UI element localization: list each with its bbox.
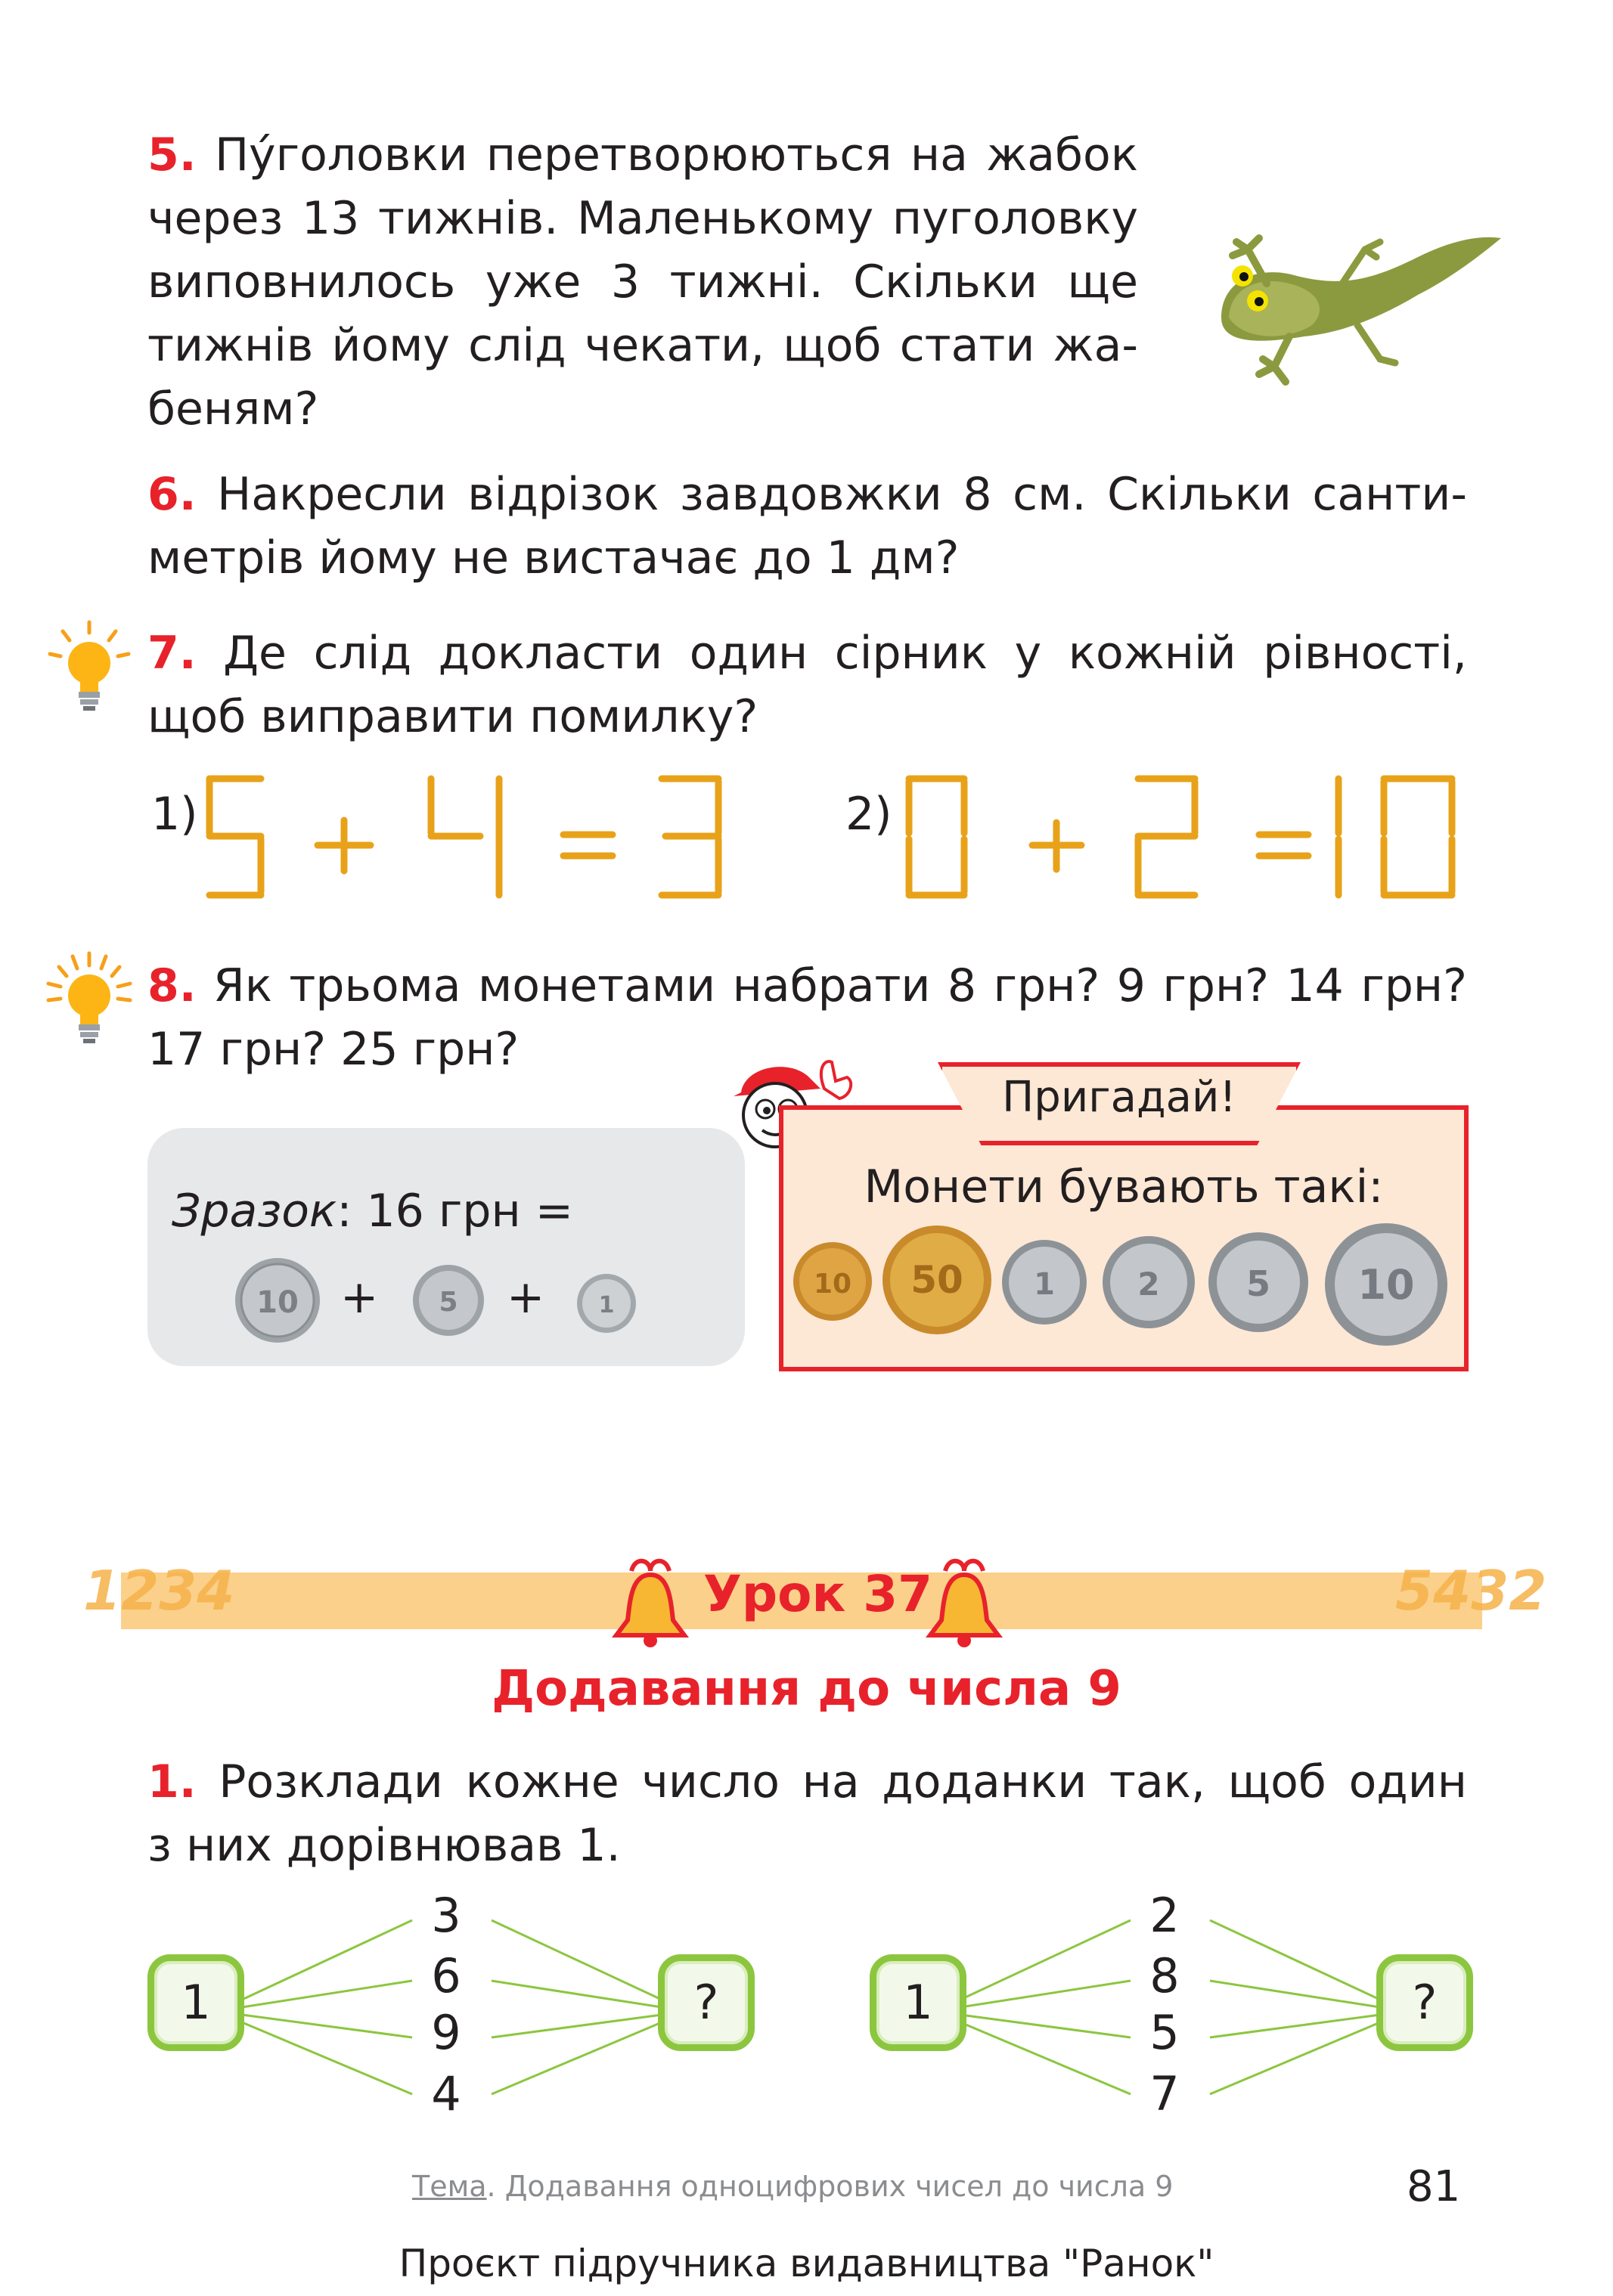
coin-value: 50: [910, 1258, 963, 1302]
task-5: [147, 123, 1138, 441]
start-number-box: 1: [147, 1954, 244, 2051]
task-line: беням?: [147, 383, 319, 435]
lightbulb-icon: [44, 949, 135, 1055]
tadpole-illustration: [1176, 212, 1509, 393]
coin-5-grn-icon: [1205, 1229, 1311, 1335]
svg-text:1: 1: [598, 1292, 615, 1318]
task-6: [147, 463, 1467, 590]
project-note: Проєкт підручника видавництва "Ранок": [399, 2242, 1214, 2285]
answer-box[interactable]: ?: [1376, 1954, 1473, 2051]
lesson-deco-left: 1234: [83, 1559, 235, 1622]
task-line: Де слід докласти один сірник у кожній рівності,: [223, 627, 1467, 680]
decompose-number: 2: [1149, 1888, 1180, 1943]
coin-1-grn-icon: [999, 1237, 1090, 1328]
coin-50-kop-icon: [880, 1223, 994, 1337]
svg-text:10: 10: [256, 1285, 299, 1320]
start-number-box: 1: [870, 1954, 966, 2051]
task-line: Розклади кожне число на доданки так, щоб один: [219, 1755, 1467, 1808]
matchstick-equation-1: [200, 771, 745, 907]
task-number: 5.: [147, 129, 197, 181]
task-number: 7.: [147, 627, 197, 680]
topic-label: Тема: [412, 2170, 487, 2203]
bell-icon: [609, 1556, 692, 1650]
remember-title: Пригадай!: [1002, 1073, 1236, 1122]
equation-2-label: 2): [845, 788, 892, 841]
sample-label: Зразок: [172, 1185, 337, 1238]
task-line: тижнів йому слід чекати, щоб стати жа-: [147, 319, 1138, 372]
task-line: 17 грн? 25 грн?: [147, 1023, 520, 1076]
footer-topic: [412, 2170, 1173, 2203]
coin-1-icon: [575, 1272, 638, 1335]
task-line: метрів йому не вистачає до 1 дм?: [147, 531, 960, 584]
task-line: виповнилось уже 3 тижні. Скільки ще: [147, 256, 1138, 308]
coin-2-grn-icon: [1100, 1233, 1198, 1331]
sample-box: [147, 1128, 745, 1366]
plus-sign: +: [507, 1271, 545, 1324]
sample-text: : 16 грн =: [337, 1185, 574, 1238]
equation-1-label: 1): [151, 788, 198, 841]
task-line: через 13 тижнів. Маленькому пуголовку: [147, 192, 1138, 245]
lightbulb-icon: [44, 616, 135, 722]
matchstick-equation-2: [900, 771, 1467, 907]
task-number: 6.: [147, 468, 197, 521]
coin-value: 10: [1357, 1261, 1415, 1309]
decompose-number: 5: [1149, 2005, 1180, 2060]
lesson-deco-right: 5432: [1395, 1559, 1547, 1622]
decompose-number: 7: [1149, 2066, 1180, 2121]
coin-10-grn-icon: [1322, 1220, 1450, 1349]
coin-value: 1: [1034, 1267, 1055, 1302]
coin-value: 5: [1245, 1263, 1271, 1304]
task-line: Пу́головки перетворюються на жабок: [214, 129, 1139, 181]
svg-text:5: 5: [439, 1287, 458, 1318]
task-line: Як трьома монетами набрати 8 грн? 9 грн? 14 грн?: [213, 959, 1467, 1012]
task-line: Накресли відрізок завдовжки 8 см. Скільки санти-: [217, 468, 1468, 521]
coin-value: 2: [1137, 1266, 1160, 1303]
decompose-number: 9: [431, 2005, 461, 2060]
answer-box[interactable]: ?: [658, 1954, 755, 2051]
task-line: щоб виправити помилку?: [147, 690, 758, 743]
remember-text: Монети бувають такі:: [864, 1160, 1384, 1213]
lesson-label: Урок 37: [703, 1565, 933, 1623]
task-number: 1.: [147, 1755, 197, 1808]
plus-sign: +: [340, 1271, 379, 1324]
lesson-task-1: [147, 1750, 1467, 1877]
coin-10-icon: [232, 1255, 323, 1346]
task-number: 8.: [147, 959, 197, 1012]
decompose-number: 4: [431, 2066, 461, 2121]
task-line: з них дорівнював 1.: [147, 1819, 621, 1872]
bell-icon: [923, 1556, 1006, 1650]
decompose-number: 3: [431, 1888, 461, 1943]
decompose-number: 6: [431, 1948, 461, 2003]
task-7: [147, 621, 1467, 748]
topic-text: . Додавання одноцифрових чисел до числа 9: [486, 2170, 1174, 2203]
coin-10-kop-icon: [791, 1240, 874, 1323]
coin-value: 10: [813, 1269, 852, 1300]
lesson-title: Додавання до числа 9: [492, 1661, 1121, 1717]
decompose-number: 8: [1149, 1948, 1180, 2003]
coin-5-icon: [411, 1263, 486, 1338]
page-number: 81: [1407, 2162, 1461, 2211]
